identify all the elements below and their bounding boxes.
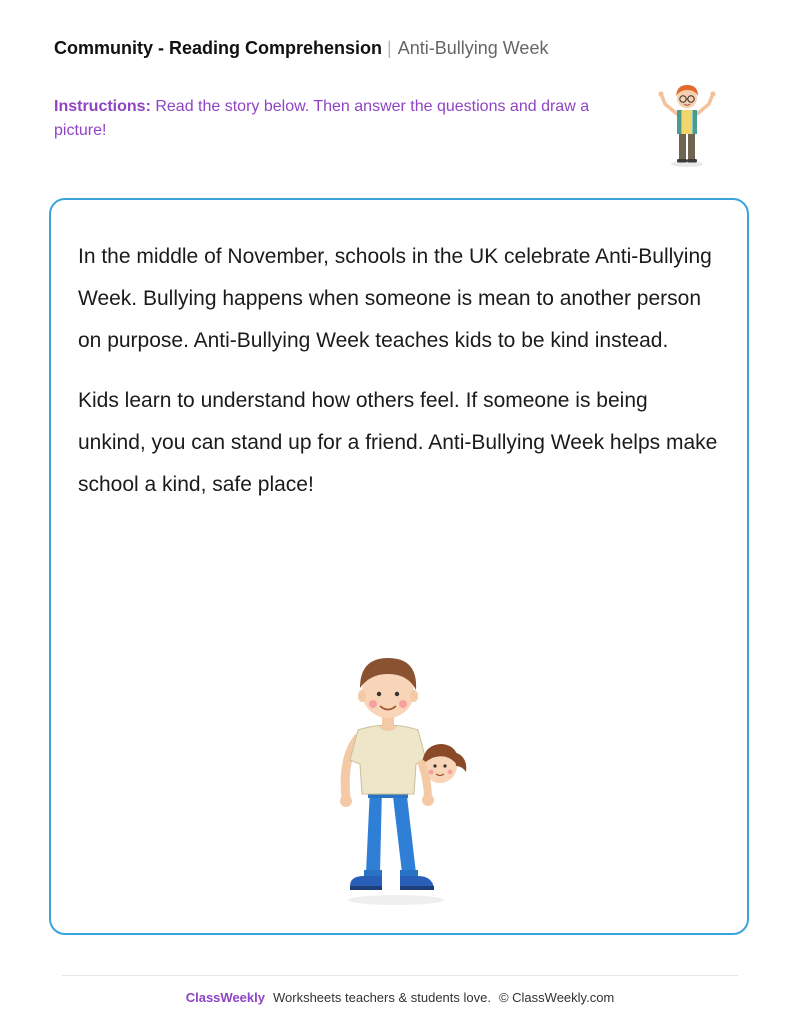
header-separator: | — [387, 38, 392, 58]
page-footer — [0, 990, 800, 1005]
page-header — [54, 38, 548, 59]
footer-divider — [62, 975, 738, 976]
boy-protecting-girl-illustration — [336, 648, 476, 908]
story-card — [49, 198, 749, 935]
story-paragraph-2: Kids learn to understand how others feel. If someone is being unkind, you can stand up for a friend. Anti-Bullying Week helps make school a kind, safe place! — [78, 389, 718, 496]
worksheet-title: Community - Reading Comprehension — [54, 38, 383, 58]
teacher-waving-icon — [655, 80, 719, 168]
story-paragraph-1: In the middle of November, schools in the UK celebrate Anti-Bullying Week. Bullying happens when someone is mean to another person on purpose. Anti-Bullying Week teaches kids to be kind instead. — [78, 245, 712, 352]
instructions-label: Instructions: — [54, 98, 151, 115]
story-text — [78, 236, 718, 524]
instructions-text: Read the story below. Then answer the questions and draw a picture! — [54, 98, 590, 139]
worksheet-subtitle: Anti-Bullying Week — [397, 38, 549, 58]
instructions — [54, 95, 614, 143]
footer-brand: ClassWeekly — [185, 990, 265, 1005]
footer-tagline: Worksheets teachers & students love. — [272, 990, 491, 1005]
footer-copyright: © ClassWeekly.com — [498, 990, 615, 1005]
